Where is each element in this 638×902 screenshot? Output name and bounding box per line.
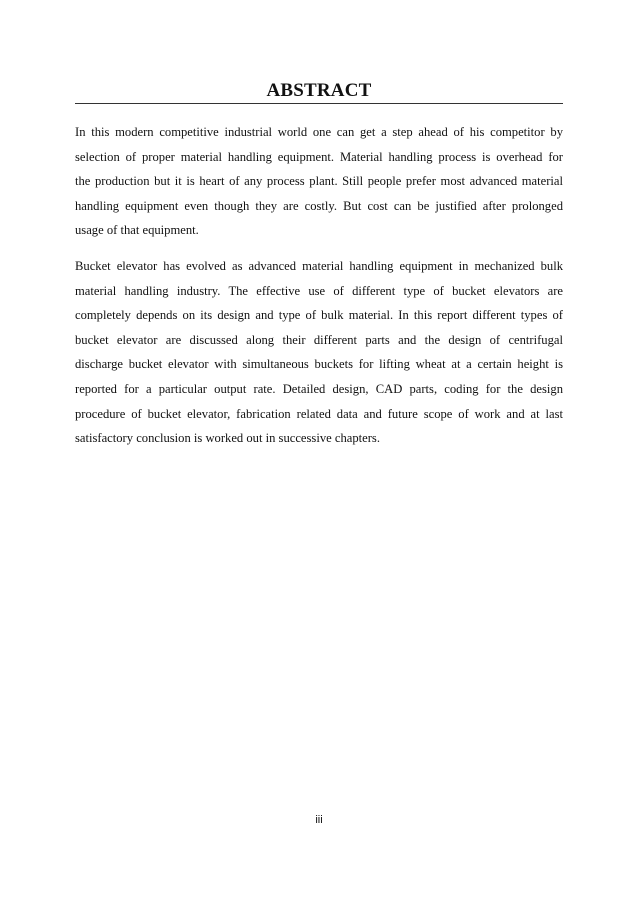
paragraph-line: bucket elevator are discussed along their different parts and the design of centrifugal <box>75 332 563 347</box>
paragraph-line: satisfactory conclusion is worked out in successive chapters. <box>75 431 380 446</box>
paragraph-1 <box>75 120 563 243</box>
page-title: ABSTRACT <box>266 80 372 101</box>
title-rule <box>75 80 563 104</box>
paragraph-line: completely depends on its design and type of bulk material. In this report different types of <box>75 308 563 323</box>
paragraph-line: reported for a particular output rate. Detailed design, CAD parts, coding for the design <box>75 381 563 396</box>
paragraph-line: material handling industry. The effective use of different type of bucket elevators are <box>75 283 563 298</box>
paragraph-line: selection of proper material handling equipment. Material handling process is overhead for <box>75 149 563 164</box>
paragraph-line: discharge bucket elevator with simultaneous buckets for lifting wheat at a certain height is <box>75 357 563 372</box>
paragraph-line: procedure of bucket elevator, fabrication related data and future scope of work and at last <box>75 406 563 421</box>
paragraph-line: usage of that equipment. <box>75 223 199 238</box>
paragraph-line: handling equipment even though they are costly. But cost can be justified after prolonged <box>75 198 563 213</box>
paragraph-line: Bucket elevator has evolved as advanced material handling equipment in mechanized bulk <box>75 259 563 273</box>
page-number: iii <box>315 814 323 826</box>
paragraph-2 <box>75 254 563 451</box>
paragraph-line: the production but it is heart of any process plant. Still people prefer most advanced material <box>75 174 563 189</box>
paragraph-line: In this modern competitive industrial world one can get a step ahead of his competitor by <box>75 125 563 139</box>
